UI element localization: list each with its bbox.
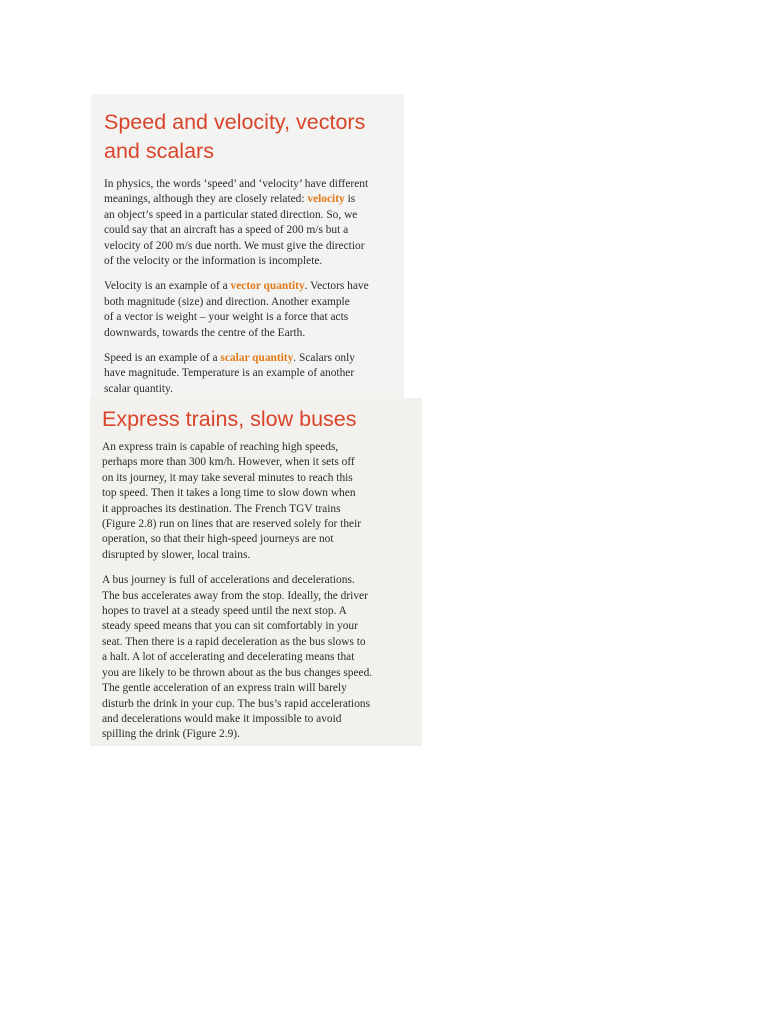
text-line: spilling the drink (Figure 2.9).	[102, 728, 240, 741]
text-fragment: meanings, although they are closely related:	[104, 193, 308, 206]
text-line	[104, 351, 404, 366]
text-line: top speed. Then it takes a long time to slow down when	[102, 487, 356, 500]
text-line: operation, so that their high-speed journeys are not	[102, 533, 334, 546]
text-line: of a vector is weight – your weight is a force that acts	[104, 311, 349, 324]
text-line: both magnitude (size) and direction. Another example	[104, 295, 350, 308]
text-line: The bus accelerates away from the stop. Ideally, the driver	[102, 589, 368, 602]
text-fragment: . Vectors have	[304, 280, 369, 293]
text-line: An express train is capable of reaching high speeds,	[102, 441, 339, 453]
text-fragment: Velocity is an example of a	[104, 280, 231, 293]
text-line: (Figure 2.8) run on lines that are reserved solely for their	[102, 518, 362, 531]
scan-section-speed-velocity	[91, 94, 404, 398]
text-line: A bus journey is full of accelerations and decelerations.	[102, 574, 355, 587]
text-line: you are likely to be thrown about as the bus changes speed.	[102, 666, 373, 679]
paragraph-vector-quantity	[104, 279, 404, 341]
text-line: scalar quantity.	[104, 382, 173, 395]
text-line: hopes to travel at a steady speed until the next stop. A	[102, 605, 347, 618]
text-line: In physics, the words ‘speed’ and ‘velocity’ have different	[104, 178, 369, 190]
keyword-term: velocity	[307, 193, 345, 206]
text-line: seat. Then there is a rapid deceleration as the bus slows to	[102, 635, 366, 648]
text-fragment: Speed is an example of a	[104, 352, 221, 365]
text-line: could say that an aircraft has a speed of 200 m/s but a	[104, 224, 349, 237]
section-heading-express-trains: Express trains, slow buses	[102, 407, 357, 431]
paragraph-bus-journey	[102, 573, 412, 742]
keyword-term: scalar quantity	[220, 352, 294, 365]
text-line	[104, 192, 404, 207]
text-line: of the velocity or the information is incomplete.	[104, 255, 323, 268]
paragraph-scalar-quantity	[104, 351, 404, 397]
text-line: a halt. A lot of accelerating and decelerating means that	[102, 651, 355, 664]
text-line: The gentle acceleration of an express train will barely	[102, 682, 347, 695]
text-line: disrupted by slower, local trains.	[102, 548, 251, 561]
text-line: and decelerations would make it impossible to avoid	[102, 712, 342, 725]
text-fragment: . Scalars only	[293, 352, 355, 365]
paragraph-express-train	[102, 440, 412, 563]
text-line: on its journey, it may take several minutes to reach this	[102, 471, 353, 484]
keyword-term: vector quantity	[230, 280, 305, 293]
text-line: perhaps more than 300 km/h. However, when it sets off	[102, 456, 355, 469]
text-line: steady speed means that you can sit comfortably in your	[102, 620, 358, 633]
text-line: downwards, towards the centre of the Earth.	[104, 326, 306, 339]
text-line: have magnitude. Temperature is an example of another	[104, 367, 355, 380]
scan-section-express-trains	[90, 398, 422, 746]
heading-line: and scalars	[104, 139, 214, 163]
text-line: an object’s speed in a particular stated direction. So, we	[104, 208, 358, 221]
heading-line: Speed and velocity, vectors	[104, 110, 366, 134]
text-line	[104, 279, 404, 294]
text-fragment: is	[344, 193, 356, 206]
text-line: it approaches its destination. The French TGV trains	[102, 502, 341, 515]
text-line: disturb the drink in your cup. The bus’s rapid accelerations	[102, 697, 371, 710]
paragraph-velocity-definition	[104, 177, 404, 269]
section-heading-speed-velocity	[104, 108, 404, 166]
text-line: velocity of 200 m/s due north. We must give the directior	[104, 239, 365, 252]
